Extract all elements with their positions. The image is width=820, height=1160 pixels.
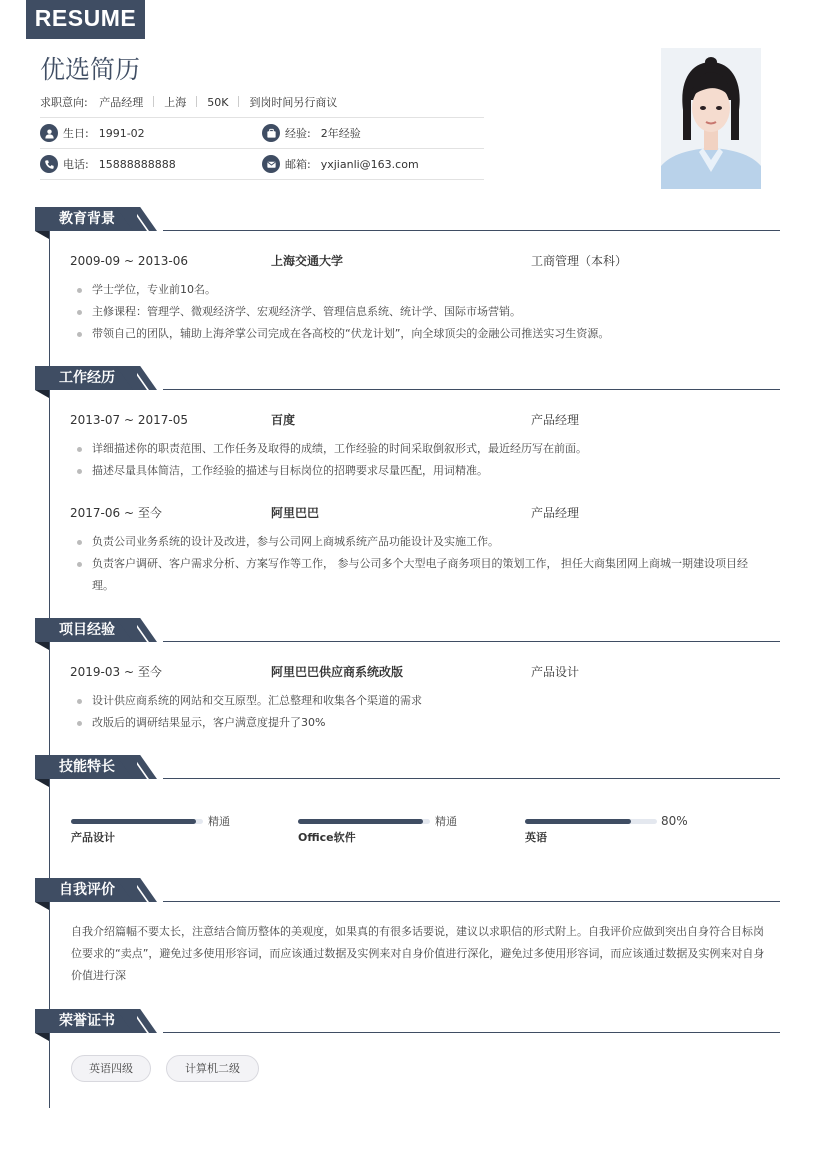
profile-photo <box>661 48 761 189</box>
skill-bar-fill <box>71 819 196 824</box>
skill-bar <box>525 819 657 824</box>
skill-name: 英语 <box>525 831 547 844</box>
section-header-projects <box>35 618 780 644</box>
divider <box>40 117 484 118</box>
work-bullets <box>76 531 766 597</box>
skill-item <box>525 815 725 855</box>
timeline-line <box>49 220 50 1108</box>
section-header-work <box>35 366 780 392</box>
work-bullets <box>76 438 766 482</box>
entry-date: 2013-07 ~ 2017-05 <box>70 413 188 427</box>
list-item: 改版后的调研结果显示，客户满意度提升了30% <box>76 712 766 734</box>
honor-tag: 计算机二级 <box>166 1055 259 1082</box>
list-item: 带领自己的团队，辅助上海斧掌公司完成在各高校的“伏龙计划”，向全球顶尖的金融公司推送实习生资源。 <box>76 323 766 345</box>
intent-availability: 到岗时间另行商议 <box>249 96 338 109</box>
list-item: 负责客户调研、客户需求分析、方案写作等工作， 参与公司多个大型电子商务项目的策划工作， 担任大商集团网上商城一期建设项目经理。 <box>76 553 766 597</box>
experience-value: 2年经验 <box>320 127 361 140</box>
skill-level: 精通 <box>208 815 230 828</box>
entry-company: 阿里巴巴 <box>271 506 320 520</box>
briefcase-icon <box>262 124 280 142</box>
section-rule <box>163 901 780 902</box>
entry-role: 产品经理 <box>531 506 580 520</box>
experience-row <box>262 123 361 143</box>
entry-company: 百度 <box>271 413 296 427</box>
education-bullets <box>76 279 766 345</box>
section-title: 自我评价 <box>35 878 137 902</box>
intent-position: 产品经理 <box>99 96 144 109</box>
skill-name: 产品设计 <box>71 831 115 844</box>
experience-label: 经验: <box>285 127 311 140</box>
list-item: 设计供应商系统的网站和交互原型。汇总整理和收集各个渠道的需求 <box>76 690 766 712</box>
candidate-name: 优选简历 <box>40 55 141 84</box>
skill-bar-fill <box>525 819 631 824</box>
entry-major: 工商管理（本科） <box>531 254 628 268</box>
email-label: 邮箱: <box>285 158 311 171</box>
list-item: 负责公司业务系统的设计及改进，参与公司网上商城系统产品功能设计及实施工作。 <box>76 531 766 553</box>
section-header-honors <box>35 1009 780 1035</box>
list-item: 详细描述你的职责范围、工作任务及取得的成绩，工作经验的时间采取倒叙形式，最近经历写在前面。 <box>76 438 766 460</box>
project-bullets <box>76 690 766 734</box>
email-row <box>262 154 419 174</box>
section-header-education <box>35 207 780 233</box>
divider <box>153 96 154 107</box>
skill-level: 80% <box>661 814 688 828</box>
section-rule <box>163 778 780 779</box>
list-item: 主修课程：管理学、微观经济学、宏观经济学、管理信息系统、统计学、国际市场营销。 <box>76 301 766 323</box>
section-title: 教育背景 <box>35 207 137 231</box>
skill-bar <box>71 819 203 824</box>
entry-role: 产品经理 <box>531 413 580 427</box>
section-rule <box>163 389 780 390</box>
mail-icon <box>262 155 280 173</box>
entry-role: 产品设计 <box>531 665 580 679</box>
self-eval-text: 自我介绍篇幅不要太长，注意结合简历整体的美观度，如果真的有很多话要说，建议以求职信的形式附上。自我评价应做到突出自身符合目标岗位要求的“卖点”，避免过多使用形容词，而应该通过数据及实例来对自身价值进行深化，避免过多使用形容词，而应该通过数据及实例来对自身价值进行深 <box>71 925 765 982</box>
divider <box>196 96 197 107</box>
phone-label: 电话: <box>63 158 89 171</box>
honor-tag: 英语四级 <box>71 1055 151 1082</box>
project-entry <box>70 663 770 681</box>
section-title: 技能特长 <box>35 755 137 779</box>
skill-item <box>71 815 271 855</box>
entry-date: 2009-09 ~ 2013-06 <box>70 254 188 268</box>
section-header-skills <box>35 755 780 781</box>
section-title: 荣誉证书 <box>35 1009 137 1033</box>
user-icon <box>40 124 58 142</box>
section-header-self-eval <box>35 878 780 904</box>
intent-city: 上海 <box>164 96 187 109</box>
birthday-row <box>40 123 145 143</box>
work-entry <box>70 504 770 522</box>
section-rule <box>163 1032 780 1033</box>
section-rule <box>163 641 780 642</box>
entry-school: 上海交通大学 <box>271 254 344 268</box>
section-title: 项目经验 <box>35 618 137 642</box>
work-entry <box>70 411 770 429</box>
skill-level: 精通 <box>435 815 457 828</box>
phone-value: 15888888888 <box>98 157 176 171</box>
entry-project-name: 阿里巴巴供应商系统改版 <box>271 665 404 679</box>
intent-salary: 50K <box>207 96 229 109</box>
divider <box>40 148 484 149</box>
divider <box>238 96 239 107</box>
email-value: yxjianli@163.com <box>320 157 419 171</box>
divider <box>40 179 484 180</box>
entry-date: 2019-03 ~ 至今 <box>70 665 162 679</box>
intent-label: 求职意向: <box>40 96 88 109</box>
list-item: 描述尽量具体简洁，工作经验的描述与目标岗位的招聘要求尽量匹配，用词精准。 <box>76 460 766 482</box>
job-intent <box>40 96 337 110</box>
phone-icon <box>40 155 58 173</box>
entry-date: 2017-06 ~ 至今 <box>70 506 162 520</box>
education-entry <box>70 252 770 270</box>
phone-row <box>40 154 176 174</box>
birthday-value: 1991-02 <box>98 126 145 140</box>
birthday-label: 生日: <box>63 127 89 140</box>
skill-item <box>298 815 498 855</box>
section-rule <box>163 230 780 231</box>
list-item: 学士学位，专业前10名。 <box>76 279 766 301</box>
skill-bar <box>298 819 430 824</box>
section-title: 工作经历 <box>35 366 137 390</box>
skill-name: Office软件 <box>298 831 356 844</box>
skill-bar-fill <box>298 819 423 824</box>
resume-badge: RESUME <box>26 0 145 39</box>
